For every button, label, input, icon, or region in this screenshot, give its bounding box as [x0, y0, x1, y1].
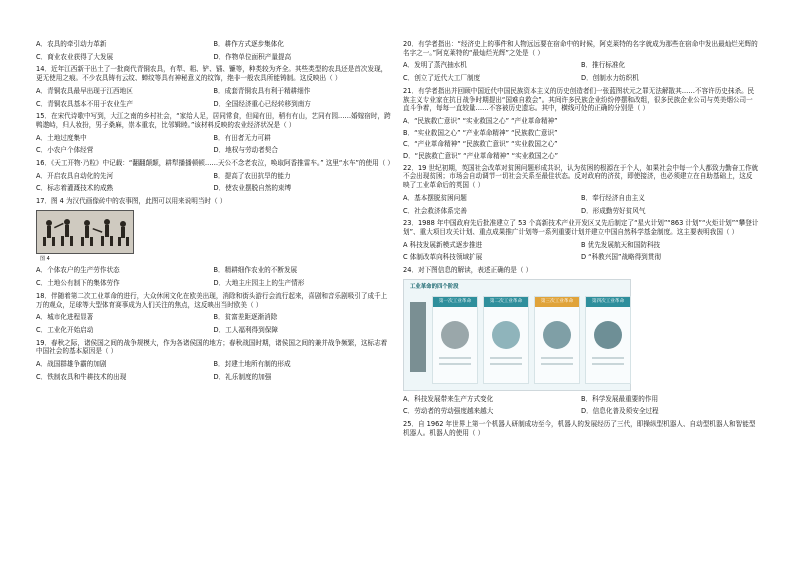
option: B．贫富差距逐渐消除 — [213, 313, 278, 322]
option: D．使农业摆脱自然的束缚 — [213, 184, 292, 193]
option: C．小农户个体经营 — [36, 146, 94, 155]
option: A．城市化进程显著 — [36, 313, 94, 322]
option: B．“实业救国之心” “产业革命精神” “民族救亡意识” — [403, 128, 558, 137]
option: D．作物单位面积产量提高 — [213, 52, 292, 61]
option: D．形成勤劳好贫风气 — [581, 206, 646, 215]
q19-options-row2 — [36, 373, 391, 382]
option: A．土地过度集中 — [36, 133, 87, 142]
option: D “科教兴国”战略得到贯彻 — [581, 253, 661, 262]
q18-options-row2 — [36, 326, 391, 335]
option: A．战国群雄争霸的加剧 — [36, 360, 107, 369]
han-brick-farming-image — [36, 210, 134, 254]
q14-options-row2 — [36, 100, 391, 109]
q24-options-row1 — [403, 395, 759, 404]
electricity-icon — [492, 321, 520, 349]
q15-options-row1 — [36, 134, 391, 143]
option: D．大地主庄园主上的生产情形 — [213, 279, 305, 288]
option: A．科技发展带来生产方式变化 — [403, 394, 494, 403]
option: C．铁制农具和牛耕技术的出现 — [36, 372, 127, 381]
divider — [592, 357, 624, 359]
question-16: 16．《天工开物·乃粒》中记载：“翻翻颠颠，耕犁播播顿顿……天公不念老农泣，唤取阿香推雷车。” 这里“水车”的使用（ ） — [36, 159, 395, 168]
q22-options-row2 — [403, 207, 759, 216]
option: A．“民族救亡意识” “实业救国之心” “产业革命精神” — [403, 116, 558, 125]
question-20: 20．有学者指出：“经济史上的事件和人物远远要在宿命中的时候，阿克莱特的名字就成为那些在宿命中发出最灿烂光辉的名字之一。”阿克莱特的“最灿烂光辉”之处是（ ） — [403, 40, 758, 57]
question-22: 22．19 世纪初期，英国社会改革对贫困问题形成共识，认为贫困的根源在于个人，如果社会中每一个人都致力勤奋工作就不会出现贫困；市场会自动调节一切社会关系至最佳状态。反对政府的济贫，即使接济，也必须建立在自助基础上，这反映了工业革命后的英国（ ） — [403, 163, 759, 190]
option: C．标志着灌溉技术的成熟 — [36, 184, 114, 193]
option: B．科学发展最重要的作用 — [581, 394, 659, 403]
q15-options-row2 — [36, 146, 391, 155]
infographic-title: 工业革命的四个阶段 — [410, 283, 459, 290]
option: C 体制改革向科技领域扩展 — [403, 253, 483, 262]
option: A．基本摆脱贫困问题 — [403, 193, 467, 202]
right-column — [403, 40, 759, 442]
option: D．工人福利得到保障 — [213, 325, 278, 334]
farming-scene-illustration — [37, 211, 133, 253]
option: C．土地公有制下的集体劳作 — [36, 279, 120, 288]
stage-label: 第三次工业革命 — [535, 297, 579, 307]
option: B．耕作方式逐步集体化 — [213, 40, 284, 48]
option: A．农具的牵引动力革新 — [36, 40, 107, 48]
option: B．封建土地所有制的形成 — [213, 360, 291, 369]
q13-options-row1 — [36, 40, 391, 49]
option: D．“民族救亡意识” “产业革命精神” “实业救国之心” — [403, 152, 559, 161]
stage-card-2 — [483, 296, 529, 384]
option: D．信息化普及须安全过程 — [581, 407, 659, 416]
steam-engine-icon — [441, 321, 469, 349]
divider — [592, 363, 624, 365]
infographic-side-strip — [410, 302, 426, 372]
q23-options-row1 — [403, 241, 759, 250]
stage-label: 第二次工业革命 — [484, 297, 528, 307]
option: C．社会救济体系完善 — [403, 206, 467, 215]
option: B．有田者无力可耕 — [213, 133, 271, 142]
figure-caption: 图 4 — [40, 255, 50, 262]
option: A．发明了蒸汽抽水机 — [403, 61, 467, 70]
automation-icon — [543, 321, 571, 349]
question-14: 14．近年江西新干出土了一批商代青铜农具，有犁、耜、铲、锸、镰等，种类较为齐全。其些类型的农具还是首次发现，更无使用之痕。不少农具铸有云纹、蝉纹等具有神秘意义的纹饰，绝非一般农具所能铸制。这反映出（ ） — [36, 65, 388, 83]
option: C．青铜农具基本不用于农业生产 — [36, 99, 133, 108]
divider — [439, 357, 471, 359]
option: B．精耕细作农业的不断发展 — [213, 266, 298, 275]
q14-options-row1 — [36, 87, 391, 96]
stage-card-1 — [432, 296, 478, 384]
divider — [490, 357, 522, 359]
option: D．全国经济重心已经转移到南方 — [213, 99, 311, 108]
q17-options-row2 — [36, 279, 391, 288]
q16-options-row1 — [36, 172, 391, 181]
question-21: 21．有学者指出并回顾中国近代中国民族资本主义的历史创造者们一张蓝图状元之罪无法解散其……不容许历史抹杀。民族主义专业家在抗日战争时期提出“国难自救会”。其间许多民族企业纷纷停摆和改组，很多民族企业公司与英美烟公司一直斗争着，每每一直较量……不容被历史遗忘。其中，横线可处的正确的分别是（ ） — [403, 86, 755, 113]
option: B．提高了农田抗旱的能力 — [213, 171, 291, 180]
question-17: 17．图 4 为汉代画像砖中的农事图，此图可以用来说明当时（ ） — [36, 197, 227, 206]
q19-options-row1 — [36, 360, 391, 369]
stage-card-4 — [585, 296, 631, 384]
option: A．开启农具自动化的先河 — [36, 171, 114, 180]
question-15: 15．在宋代诗歌中写到，大江之南的乡村社会，“家给人足，居同常食，但闻有田，稍有有山，艺同有园……婚嫁宿时，跨鸭遨峙，归人妆扮，男子桑麻，崇本重农，比邻辑睦。”该材料反映的农业经济状况是（ ） — [36, 112, 391, 129]
option: C．工业化开始启动 — [36, 325, 94, 334]
stages-row — [432, 296, 631, 384]
smart-device-icon — [594, 321, 622, 349]
option: C．“产业革命精神” “民族救亡意识” “实业救国之心” — [403, 140, 558, 149]
q13-options-row2 — [36, 53, 391, 62]
question-24: 24．对下图信息的解读，表述正确的是（ ） — [403, 266, 533, 275]
q16-options-row2 — [36, 184, 391, 193]
industrial-revolution-infographic — [403, 279, 631, 391]
stage-label: 第一次工业革命 — [433, 297, 477, 307]
option: A．青铜农具最早出现于江西地区 — [36, 86, 133, 95]
option: C．创立了近代大工厂制度 — [403, 74, 481, 83]
divider — [439, 363, 471, 365]
q17-options-row1 — [36, 266, 391, 275]
q18-options-row1 — [36, 313, 391, 322]
divider — [490, 363, 522, 365]
option: C．劳动者的劳动强度越来越大 — [403, 407, 494, 416]
divider — [541, 363, 573, 365]
option: A 科技发展新模式逐步推进 — [403, 240, 483, 249]
option: D．创制水力纺织机 — [581, 74, 639, 83]
option: B 优先发展航天和国防科技 — [581, 240, 661, 249]
q22-options-row1 — [403, 194, 759, 203]
left-column — [36, 40, 395, 385]
option: B．推行标准化 — [581, 61, 626, 70]
q23-options-row2 — [403, 253, 759, 262]
option: B．成套青铜农具有利于精耕细作 — [213, 86, 311, 95]
q24-options-row2 — [403, 407, 759, 416]
question-18: 18．伴随着第二次工业革命的进行，大众休闲文化在欧美出现，消除和街头游行会流行起来，喜剧和音乐剧吸引了成千上万的观众，足球等大型体育赛事成为人们关注的焦点，这反映出当时欧美（ ） — [36, 291, 388, 309]
question-19: 19．春秋之际，诸侯国之间的战争规模大，作为各诸侯国的地方；春秋战国时期，诸侯国之间的兼并战争频繁，这标志着中国社会的基本原因是（ ） — [36, 338, 388, 356]
q20-options-row1 — [403, 61, 759, 70]
option: A．个体农户的生产劳作状态 — [36, 266, 120, 275]
stage-card-3 — [534, 296, 580, 384]
option: B．奉行经济自由主义 — [581, 193, 645, 202]
question-23: 23．1988 年中国政府先后批准建立了 53 个高新技术产业开发区又先后制定了“星火计划”“863 计划”“火炬计划”“攀登计划”、重大项目攻关计划、重点成果推广计划等一系列重要计划并建立中国自然科学基金制度。这主要表明我国（ ） — [403, 219, 759, 236]
q20-options-row2 — [403, 74, 759, 83]
question-25: 25．自 1962 年世界上第一个机器人研制成功至今，机器人的发展经历了三代，即操纵型机器人、自动型机器人和智能型机器人。机器人的使用（ ） — [403, 420, 756, 437]
stage-label: 第四次工业革命 — [586, 297, 630, 307]
option: D．地权与劳动者契合 — [213, 146, 278, 155]
option: C．商业农业获得了大发展 — [36, 52, 114, 61]
option: D．礼乐制度的加强 — [213, 372, 272, 381]
divider — [541, 357, 573, 359]
